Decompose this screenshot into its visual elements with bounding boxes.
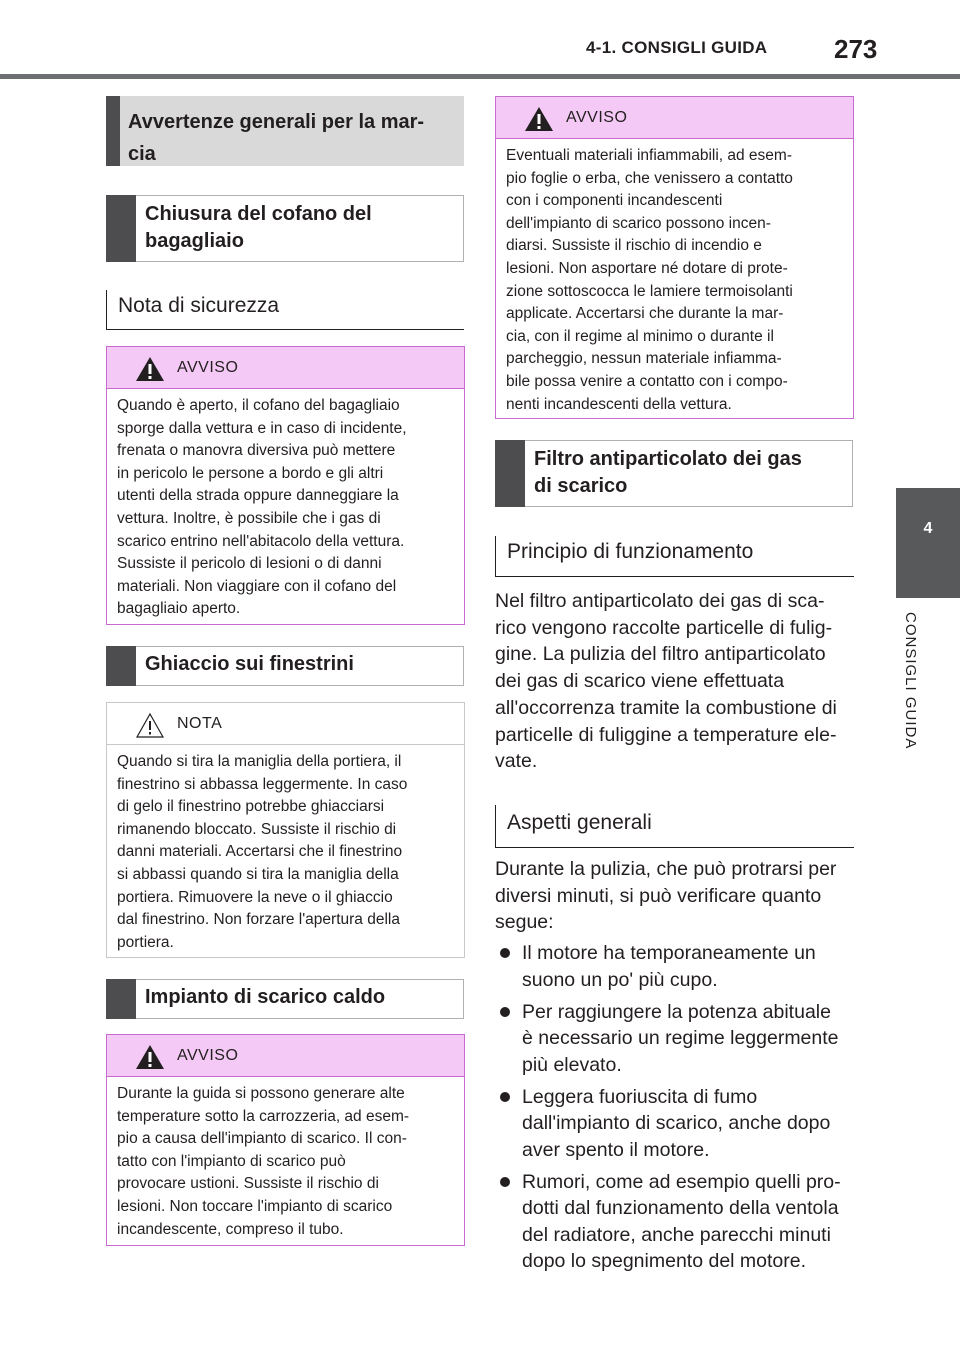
- caution-triangle-icon: [135, 712, 165, 738]
- note-box-header: [107, 703, 464, 745]
- list-item-text: Rumori, come ad esempio quelli pro- dotti dal funzionamento della ventola del radiatore, anche parecchi minuti dopo lo spegnimento del motore.: [522, 1170, 841, 1272]
- warning-box-header: [496, 97, 853, 139]
- subheading-safety-note-text: Nota di sicurezza: [118, 294, 280, 317]
- list-item: [496, 1169, 856, 1275]
- subheading-rule-bottom: [495, 576, 854, 577]
- heading-window-ice-text: Ghiaccio sui finestrini: [145, 653, 354, 675]
- subheading-rule-left: [495, 805, 496, 848]
- note-text: Quando si tira la maniglia della portiera, il finestrino si abbassa leggermente. In caso di gelo il finestrino potrebbe ghiacciarsi rimanendo bloccato. Sussiste il rischio di danni materiali. Accertarsi che il finestrino si abbassi quando si tira la maniglia della portiera. Rimuovere la neve o il ghiaccio dal finestrino. Non forzare l'apertura della portiera.: [117, 753, 408, 951]
- subheading-general-aspects: [495, 805, 854, 848]
- chapter-side-label: [902, 612, 932, 772]
- warning-box-flammable: [495, 96, 854, 419]
- heading-accent-bar: [495, 440, 525, 507]
- section-heading-general-warnings: [106, 96, 464, 166]
- list-item-text: Leggera fuoriuscita di fumo dall'impianto di scarico, anche dopo aver spento il motore.: [522, 1085, 831, 1161]
- subheading-general-aspects-text: Aspetti generali: [507, 811, 652, 834]
- bullet-list: [496, 940, 856, 1280]
- warning-box-trunk: [106, 346, 465, 625]
- warning-box-header: [107, 347, 464, 389]
- subheading-safety-note: [106, 290, 464, 330]
- heading-trunk-lid: [106, 195, 464, 262]
- chapter-side-label-text: CONSIGLI GUIDA: [902, 612, 919, 750]
- heading-accent-bar: [106, 646, 136, 686]
- note-box-window: [106, 702, 465, 958]
- list-item: [496, 999, 856, 1079]
- heading-accent-bar: [106, 979, 136, 1019]
- heading-accent-bar: [106, 96, 120, 166]
- list-item-text: Per raggiungere la potenza abituale è necessario un regime leggermente più elevato.: [522, 1000, 839, 1076]
- subheading-rule-left: [106, 290, 107, 330]
- list-item-text: Il motore ha temporaneamente un suono un po' più cupo.: [522, 942, 816, 991]
- heading-particulate-filter: [495, 440, 853, 507]
- heading-particulate-filter-text: Filtro antiparticolato dei gas di scarico: [534, 448, 802, 497]
- heading-hot-exhaust: [106, 979, 464, 1019]
- warning-triangle-icon: [135, 1044, 165, 1070]
- subheading-operating-principle-text: Principio di funzionamento: [507, 540, 754, 563]
- heading-trunk-lid-text: Chiusura del cofano del bagagliaio: [145, 203, 372, 252]
- bullet-dot-icon: [500, 1092, 510, 1102]
- chapter-number: 4: [923, 520, 933, 537]
- subheading-rule-bottom: [495, 847, 854, 848]
- bullet-dot-icon: [500, 1007, 510, 1017]
- paragraph-general-aspects: Durante la pulizia, che può protrarsi per diversi minuti, si può verificare quanto segue:: [495, 858, 837, 934]
- warning-text: Eventuali materiali infiammabili, ad esem- pio foglie o erba, che venissero a contatto con i componenti incandescenti dell'impianto di scarico possono incen- diarsi. Sussiste il rischio di incendio e lesioni. Non asportare né dotare di prote- zione sottoscocca le lamiere termoisolanti applicate. Accertarsi che durante la mar- cia, con il regime al minimo o durante il parcheggio, nessun materiale infiamma- bile possa venire a contatto con i compo- nenti incandescenti della vettura.: [506, 147, 793, 413]
- subheading-rule-bottom: [106, 329, 464, 330]
- list-item: [496, 940, 856, 993]
- warning-text: Quando è aperto, il cofano del bagagliaio sporge dalla vettura e in caso di incidente, frenata o manovra diversiva può mettere in pericolo le persone a bordo e gli altri utenti della strada oppure danneggiare la vettura. Inoltre, è possibile che i gas di scarico entrino nell'abitacolo della vettura. Sussiste il pericolo di lesioni o di danni materiali. Non viaggiare con il cofano del bagagliaio aperto.: [117, 397, 407, 618]
- section-heading-text: Avvertenze generali per la mar- cia: [128, 111, 425, 165]
- warning-text: Durante la guida si possono generare alte temperature sotto la carrozzeria, ad esem- pio a causa dell'impianto di scarico. Il con- tatto con l'impianto di scarico può provocare ustioni. Sussiste il rischio di lesioni. Non toccare l'impianto di scarico incandescente, compreso il tubo.: [117, 1085, 410, 1238]
- page-number: 273: [834, 34, 878, 64]
- subheading-rule-left: [495, 536, 496, 577]
- warning-label: AVVISO: [177, 1047, 239, 1064]
- bullet-dot-icon: [500, 948, 510, 958]
- note-label: NOTA: [177, 715, 223, 732]
- paragraph-operating-principle: Nel filtro antiparticolato dei gas di sca- rico vengono raccolte particelle di fulig- gine. La pulizia del filtro antiparticolato dei gas di scarico viene effettuata all'occorrenza tramite la combustione di particelle di fuliggine a temperature ele- vate.: [495, 590, 837, 773]
- bullet-dot-icon: [500, 1177, 510, 1187]
- heading-window-ice: [106, 646, 464, 686]
- heading-hot-exhaust-text: Impianto di scarico caldo: [145, 986, 386, 1008]
- header-divider: [0, 74, 960, 79]
- warning-box-header: [107, 1035, 464, 1077]
- list-item: [496, 1084, 856, 1164]
- heading-accent-bar: [106, 195, 136, 262]
- header-section-title: 4-1. CONSIGLI GUIDA: [586, 38, 768, 57]
- warning-label: AVVISO: [566, 109, 628, 126]
- warning-triangle-icon: [524, 106, 554, 132]
- chapter-tab: [896, 488, 960, 598]
- subheading-operating-principle: [495, 536, 854, 577]
- warning-label: AVVISO: [177, 359, 239, 376]
- warning-box-exhaust: [106, 1034, 465, 1246]
- warning-triangle-icon: [135, 356, 165, 382]
